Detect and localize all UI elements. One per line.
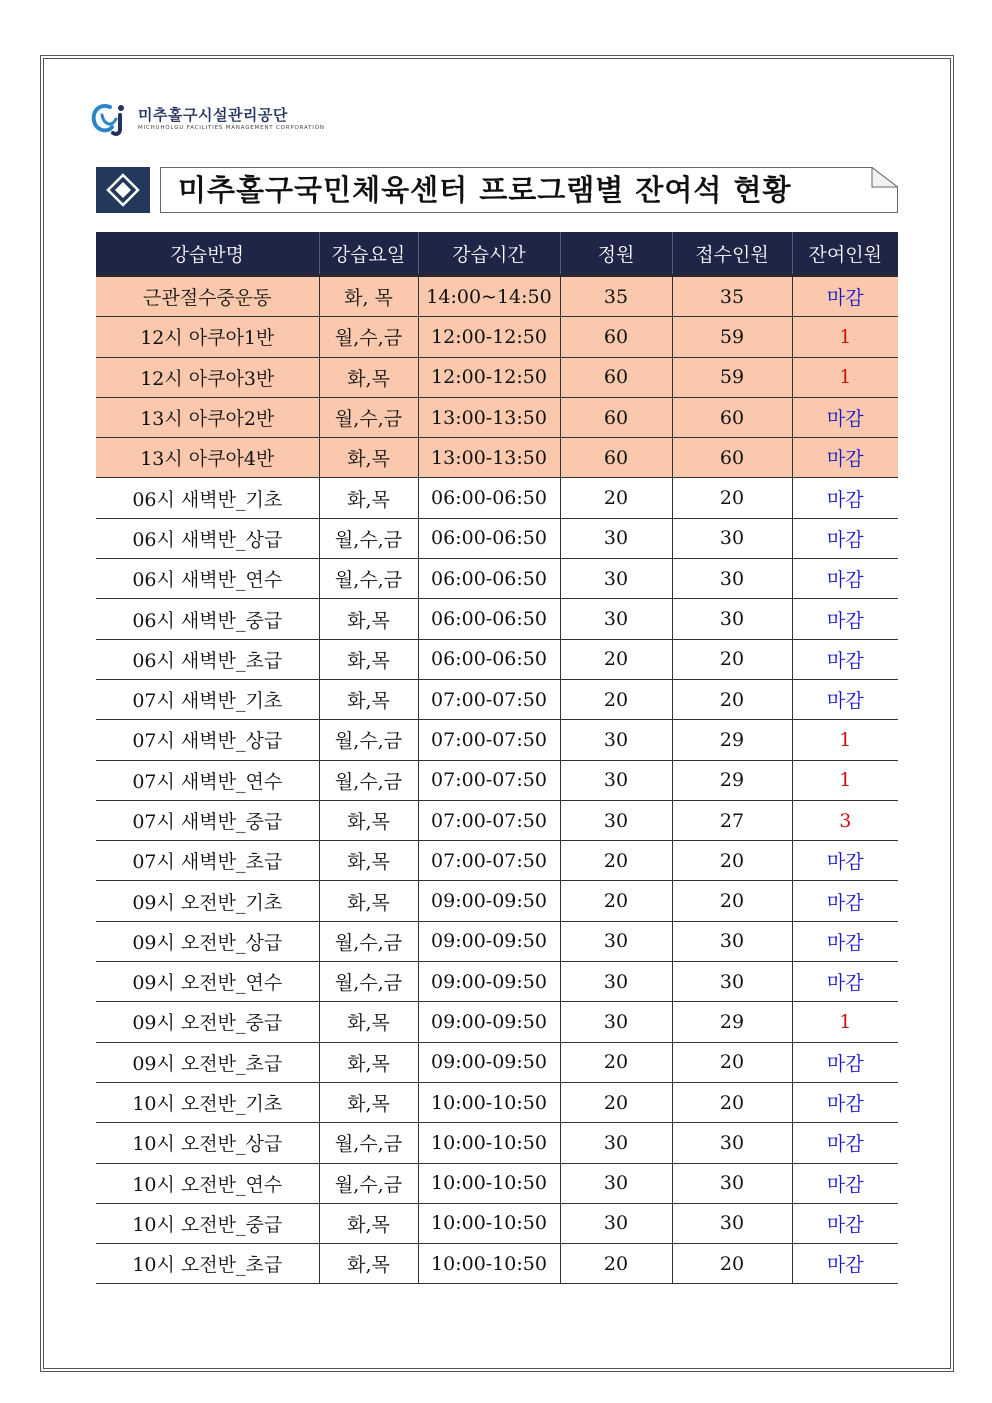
- cell-remaining: 1: [792, 720, 898, 760]
- cell-capacity: 30: [560, 800, 672, 840]
- cell-days: 월,수,금: [319, 518, 418, 558]
- cell-registered: 30: [672, 599, 792, 639]
- cell-remaining: 1: [792, 1002, 898, 1042]
- table-row: [96, 921, 898, 961]
- diamond-icon: [106, 173, 140, 207]
- cell-capacity: 30: [560, 518, 672, 558]
- cell-time: 07:00-07:50: [418, 760, 560, 800]
- cell-days: 화,목: [319, 1002, 418, 1042]
- cell-days: 화,목: [319, 1244, 418, 1284]
- cell-remaining: 1: [792, 317, 898, 357]
- table-row: [96, 679, 898, 719]
- cell-class-name: 12시 아쿠아3반: [96, 357, 319, 397]
- cell-remaining: 마감: [792, 921, 898, 961]
- cell-days: 화,목: [319, 478, 418, 518]
- table-row: [96, 1163, 898, 1203]
- cell-remaining: 마감: [792, 559, 898, 599]
- cell-time: 06:00-06:50: [418, 639, 560, 679]
- cell-registered: 59: [672, 317, 792, 357]
- cell-capacity: 20: [560, 1244, 672, 1284]
- table-row: [96, 1042, 898, 1082]
- cell-remaining: 마감: [792, 962, 898, 1002]
- cell-remaining: 마감: [792, 518, 898, 558]
- cell-capacity: 30: [560, 559, 672, 599]
- cell-remaining: 마감: [792, 1042, 898, 1082]
- cell-time: 10:00-10:50: [418, 1163, 560, 1203]
- cell-days: 월,수,금: [319, 720, 418, 760]
- cell-time: 06:00-06:50: [418, 559, 560, 599]
- table-row: [96, 276, 898, 317]
- cell-days: 월,수,금: [319, 962, 418, 1002]
- cell-time: 07:00-07:50: [418, 679, 560, 719]
- logo: [90, 100, 325, 138]
- cell-remaining: 마감: [792, 679, 898, 719]
- cell-class-name: 06시 새벽반_기초: [96, 478, 319, 518]
- cell-capacity: 30: [560, 921, 672, 961]
- cell-class-name: 07시 새벽반_기초: [96, 679, 319, 719]
- cell-time: 06:00-06:50: [418, 478, 560, 518]
- cell-days: 화,목: [319, 599, 418, 639]
- program-table: [96, 232, 898, 1284]
- cell-days: 화,목: [319, 1082, 418, 1122]
- cell-remaining: 마감: [792, 438, 898, 478]
- table-body: [96, 276, 898, 1284]
- table-row: [96, 1082, 898, 1122]
- cell-capacity: 60: [560, 357, 672, 397]
- cell-time: 10:00-10:50: [418, 1244, 560, 1284]
- cell-registered: 30: [672, 962, 792, 1002]
- table-row: [96, 760, 898, 800]
- cell-days: 화,목: [319, 800, 418, 840]
- cell-time: 12:00-12:50: [418, 317, 560, 357]
- cell-capacity: 20: [560, 679, 672, 719]
- cell-class-name: 07시 새벽반_상급: [96, 720, 319, 760]
- page-title: 미추홀구국민체육센터 프로그램별 잔여석 현황: [178, 173, 792, 207]
- cell-time: 09:00-09:50: [418, 1042, 560, 1082]
- cell-time: 06:00-06:50: [418, 599, 560, 639]
- cell-capacity: 60: [560, 397, 672, 437]
- cell-registered: 60: [672, 438, 792, 478]
- cell-class-name: 06시 새벽반_중급: [96, 599, 319, 639]
- cell-registered: 60: [672, 397, 792, 437]
- table-row: [96, 478, 898, 518]
- table-row: [96, 559, 898, 599]
- table-row: [96, 518, 898, 558]
- cell-capacity: 30: [560, 599, 672, 639]
- cell-days: 월,수,금: [319, 559, 418, 599]
- header-time: 강습시간: [418, 232, 560, 276]
- cell-days: 화,목: [319, 438, 418, 478]
- cell-remaining: 마감: [792, 478, 898, 518]
- cell-remaining: 마감: [792, 1082, 898, 1122]
- cell-registered: 30: [672, 559, 792, 599]
- table-row: [96, 357, 898, 397]
- cell-time: 09:00-09:50: [418, 881, 560, 921]
- cell-class-name: 09시 오전반_초급: [96, 1042, 319, 1082]
- cell-remaining: 마감: [792, 397, 898, 437]
- cell-remaining: 마감: [792, 599, 898, 639]
- cell-time: 07:00-07:50: [418, 841, 560, 881]
- cell-registered: 20: [672, 881, 792, 921]
- table-row: [96, 881, 898, 921]
- logo-name-korean: 미추홀구시설관리공단: [138, 106, 288, 124]
- cell-days: 월,수,금: [319, 1123, 418, 1163]
- cell-days: 화,목: [319, 1203, 418, 1243]
- header-class-name: 강습반명: [96, 232, 319, 276]
- table-row: [96, 1244, 898, 1284]
- cell-capacity: 20: [560, 1042, 672, 1082]
- cell-registered: 30: [672, 921, 792, 961]
- header-remaining: 잔여인원: [792, 232, 898, 276]
- cell-remaining: 1: [792, 357, 898, 397]
- cell-registered: 20: [672, 841, 792, 881]
- cell-days: 화,목: [319, 1042, 418, 1082]
- cell-registered: 20: [672, 639, 792, 679]
- logo-name-english: MICHUHOLGU FACILITIES MANAGEMENT CORPORATION: [138, 125, 325, 131]
- cell-capacity: 60: [560, 438, 672, 478]
- cell-time: 14:00~14:50: [418, 276, 560, 317]
- cell-days: 화,목: [319, 357, 418, 397]
- cell-remaining: 마감: [792, 1163, 898, 1203]
- cell-capacity: 30: [560, 962, 672, 1002]
- cell-registered: 27: [672, 800, 792, 840]
- cell-remaining: 마감: [792, 1123, 898, 1163]
- cell-time: 09:00-09:50: [418, 921, 560, 961]
- cell-time: 10:00-10:50: [418, 1203, 560, 1243]
- table-row: [96, 800, 898, 840]
- cell-time: 13:00-13:50: [418, 438, 560, 478]
- cell-class-name: 근관절수중운동: [96, 276, 319, 317]
- table-row: [96, 599, 898, 639]
- cell-class-name: 10시 오전반_연수: [96, 1163, 319, 1203]
- cell-remaining: 마감: [792, 881, 898, 921]
- cell-class-name: 09시 오전반_기초: [96, 881, 319, 921]
- table-row: [96, 1123, 898, 1163]
- cell-registered: 30: [672, 1203, 792, 1243]
- cell-class-name: 10시 오전반_초급: [96, 1244, 319, 1284]
- cell-capacity: 30: [560, 720, 672, 760]
- header-capacity: 정원: [560, 232, 672, 276]
- table-row: [96, 639, 898, 679]
- cell-days: 화,목: [319, 679, 418, 719]
- cell-time: 10:00-10:50: [418, 1123, 560, 1163]
- cell-capacity: 20: [560, 639, 672, 679]
- cell-registered: 30: [672, 1163, 792, 1203]
- cell-remaining: 마감: [792, 639, 898, 679]
- header-registered: 접수인원: [672, 232, 792, 276]
- cell-capacity: 30: [560, 760, 672, 800]
- title-box: [160, 167, 898, 213]
- cell-remaining: 마감: [792, 1203, 898, 1243]
- cell-remaining: 마감: [792, 841, 898, 881]
- cell-capacity: 30: [560, 1163, 672, 1203]
- table-row: [96, 962, 898, 1002]
- cell-days: 화,목: [319, 639, 418, 679]
- header-days: 강습요일: [319, 232, 418, 276]
- cell-class-name: 09시 오전반_연수: [96, 962, 319, 1002]
- table-row: [96, 1002, 898, 1042]
- cell-registered: 20: [672, 1244, 792, 1284]
- cell-registered: 29: [672, 1002, 792, 1042]
- cell-class-name: 06시 새벽반_초급: [96, 639, 319, 679]
- cell-time: 09:00-09:50: [418, 962, 560, 1002]
- cell-registered: 20: [672, 478, 792, 518]
- cell-registered: 29: [672, 760, 792, 800]
- table-row: [96, 317, 898, 357]
- cell-registered: 30: [672, 1123, 792, 1163]
- cell-time: 10:00-10:50: [418, 1082, 560, 1122]
- cell-class-name: 09시 오전반_중급: [96, 1002, 319, 1042]
- cell-capacity: 30: [560, 1123, 672, 1163]
- cell-registered: 20: [672, 679, 792, 719]
- cell-capacity: 60: [560, 317, 672, 357]
- table-row: [96, 720, 898, 760]
- cell-days: 월,수,금: [319, 760, 418, 800]
- cell-registered: 29: [672, 720, 792, 760]
- cell-class-name: 07시 새벽반_중급: [96, 800, 319, 840]
- cell-time: 12:00-12:50: [418, 357, 560, 397]
- cell-capacity: 20: [560, 1082, 672, 1122]
- cell-class-name: 10시 오전반_상급: [96, 1123, 319, 1163]
- table-row: [96, 841, 898, 881]
- cell-registered: 30: [672, 518, 792, 558]
- cell-class-name: 07시 새벽반_연수: [96, 760, 319, 800]
- cell-remaining: 1: [792, 760, 898, 800]
- cell-time: 06:00-06:50: [418, 518, 560, 558]
- cell-capacity: 20: [560, 881, 672, 921]
- cell-days: 월,수,금: [319, 317, 418, 357]
- cell-days: 월,수,금: [319, 397, 418, 437]
- cell-class-name: 06시 새벽반_상급: [96, 518, 319, 558]
- table-row: [96, 397, 898, 437]
- mj-logo-icon: [90, 101, 134, 137]
- cell-days: 화,목: [319, 881, 418, 921]
- cell-time: 07:00-07:50: [418, 800, 560, 840]
- cell-class-name: 07시 새벽반_초급: [96, 841, 319, 881]
- cell-remaining: 3: [792, 800, 898, 840]
- cell-capacity: 20: [560, 478, 672, 518]
- cell-time: 13:00-13:50: [418, 397, 560, 437]
- cell-time: 09:00-09:50: [418, 1002, 560, 1042]
- cell-days: 월,수,금: [319, 921, 418, 961]
- table-row: [96, 1203, 898, 1243]
- cell-class-name: 13시 아쿠아2반: [96, 397, 319, 437]
- cell-registered: 35: [672, 276, 792, 317]
- cell-days: 월,수,금: [319, 1163, 418, 1203]
- cell-registered: 20: [672, 1082, 792, 1122]
- cell-remaining: 마감: [792, 1244, 898, 1284]
- cell-class-name: 13시 아쿠아4반: [96, 438, 319, 478]
- table-row: [96, 438, 898, 478]
- cell-capacity: 20: [560, 841, 672, 881]
- cell-class-name: 09시 오전반_상급: [96, 921, 319, 961]
- cell-registered: 20: [672, 1042, 792, 1082]
- cell-days: 화,목: [319, 841, 418, 881]
- cell-days: 화, 목: [319, 276, 418, 317]
- cell-class-name: 10시 오전반_중급: [96, 1203, 319, 1243]
- cell-capacity: 30: [560, 1203, 672, 1243]
- cell-time: 07:00-07:50: [418, 720, 560, 760]
- cell-class-name: 10시 오전반_기초: [96, 1082, 319, 1122]
- cell-registered: 59: [672, 357, 792, 397]
- cell-remaining: 마감: [792, 276, 898, 317]
- cell-class-name: 12시 아쿠아1반: [96, 317, 319, 357]
- cell-class-name: 06시 새벽반_연수: [96, 559, 319, 599]
- cell-capacity: 35: [560, 276, 672, 317]
- cell-capacity: 30: [560, 1002, 672, 1042]
- title-badge: [96, 167, 150, 213]
- table-header-row: [96, 232, 898, 276]
